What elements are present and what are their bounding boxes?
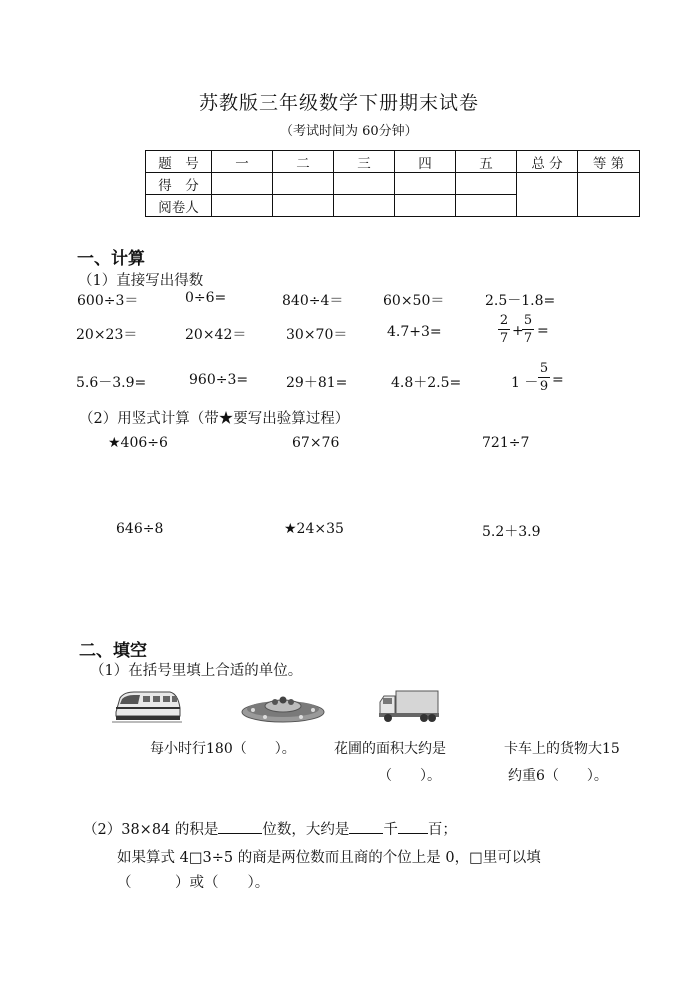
question-text: 位数，大约是	[262, 822, 350, 838]
fraction	[498, 313, 510, 346]
equals-sign: =	[552, 372, 564, 388]
denominator: 7	[523, 331, 533, 346]
question-text: 38×84 的积是	[121, 822, 219, 838]
header-cell: 五	[456, 151, 517, 173]
grader-cell[interactable]	[212, 195, 273, 217]
math-problem: 600÷3＝	[77, 293, 139, 309]
fraction	[522, 313, 534, 346]
vertical-calc-problem: 67×76	[292, 435, 340, 451]
question-number: （2）	[83, 822, 122, 838]
header-cell: 题 号	[146, 151, 212, 173]
vertical-calc-problem: ★406÷6	[108, 435, 168, 451]
fraction-bar	[498, 329, 510, 330]
question-label: （1）在括号里填上合适的单位。	[90, 663, 303, 679]
question-text: 如果算式 4□3÷5 的商是两位数而且商的个位上是 0，□里可以填	[117, 850, 541, 866]
math-problem: 29＋81=	[286, 375, 348, 391]
fraction	[538, 361, 550, 394]
fraction-bar	[522, 329, 534, 330]
unit-fill-item: 约重6（ ）。	[508, 768, 608, 784]
equals-sign: =	[537, 323, 549, 339]
denominator: 9	[539, 379, 549, 394]
question-text: （ ）或（ ）。	[117, 875, 270, 891]
question-label: （2）用竖式计算（带★要写出验算过程）	[79, 411, 350, 427]
numerator: 2	[499, 313, 509, 328]
row-label: 阅卷人	[146, 195, 212, 217]
math-problem: 0÷6=	[185, 290, 227, 306]
score-table	[145, 150, 640, 217]
vertical-calc-problem: 646÷8	[116, 521, 164, 537]
math-problem: 840÷4＝	[282, 293, 344, 309]
score-row	[146, 173, 640, 195]
denominator: 7	[499, 331, 509, 346]
header-cell: 总 分	[517, 151, 578, 173]
header-cell: 等 第	[578, 151, 640, 173]
question-text: 百；	[427, 822, 457, 838]
numerator: 5	[539, 361, 549, 376]
answer-blank[interactable]	[398, 819, 428, 834]
header-cell: 四	[395, 151, 456, 173]
unit-fill-item: 卡车上的货物大15	[504, 741, 620, 757]
fraction-bar	[538, 377, 550, 378]
numerator: 5	[523, 313, 533, 328]
section-heading-calculation: 一、计算	[77, 249, 145, 269]
grader-cell[interactable]	[395, 195, 456, 217]
math-problem: 4.8＋2.5=	[391, 375, 462, 391]
header-cell: 二	[273, 151, 334, 173]
math-problem: 60×50＝	[383, 293, 445, 309]
section-heading-fill-blank: 二、填空	[79, 641, 147, 661]
score-cell[interactable]	[395, 173, 456, 195]
flowerbed-icon	[241, 690, 326, 724]
math-problem: 5.6－3.9=	[76, 375, 147, 391]
total-score-cell[interactable]	[517, 173, 578, 217]
score-cell[interactable]	[273, 173, 334, 195]
math-problem: 2.5－1.8=	[485, 293, 556, 309]
truck-icon	[378, 688, 440, 724]
page-title: 苏教版三年级数学下册期末试卷	[199, 92, 480, 114]
answer-blank[interactable]	[218, 819, 262, 834]
vertical-calc-problem: 721÷7	[482, 435, 530, 451]
plus-sign: +	[512, 323, 524, 339]
vertical-calc-problem: 5.2＋3.9	[482, 524, 541, 540]
train-icon	[112, 688, 182, 724]
math-problem: 4.7+3=	[387, 324, 442, 340]
header-cell: 三	[334, 151, 395, 173]
math-problem: 20×23＝	[76, 327, 138, 343]
row-label: 得 分	[146, 173, 212, 195]
grader-cell[interactable]	[456, 195, 517, 217]
question-label: （1）直接写出得数	[78, 273, 204, 289]
unit-fill-item: 每小时行180（ ）。	[150, 741, 296, 757]
answer-blank[interactable]	[349, 819, 383, 834]
math-problem: 960÷3=	[189, 372, 249, 388]
math-problem: 20×42＝	[185, 327, 247, 343]
score-cell[interactable]	[212, 173, 273, 195]
score-table-header-row	[146, 151, 640, 173]
vertical-calc-problem: ★24×35	[284, 521, 344, 537]
grade-cell[interactable]	[578, 173, 640, 217]
question-2	[83, 818, 457, 839]
grader-cell[interactable]	[273, 195, 334, 217]
math-problem-lead: 1 －	[511, 375, 539, 391]
math-problem: 30×70＝	[286, 327, 348, 343]
exam-time-note: （考试时间为 60分钟）	[280, 124, 418, 139]
grader-cell[interactable]	[334, 195, 395, 217]
score-cell[interactable]	[334, 173, 395, 195]
question-text: 千	[383, 822, 398, 838]
unit-fill-item: （ ）。	[378, 768, 441, 784]
score-cell[interactable]	[456, 173, 517, 195]
header-cell: 一	[212, 151, 273, 173]
unit-fill-item: 花圃的面积大约是	[334, 741, 446, 757]
